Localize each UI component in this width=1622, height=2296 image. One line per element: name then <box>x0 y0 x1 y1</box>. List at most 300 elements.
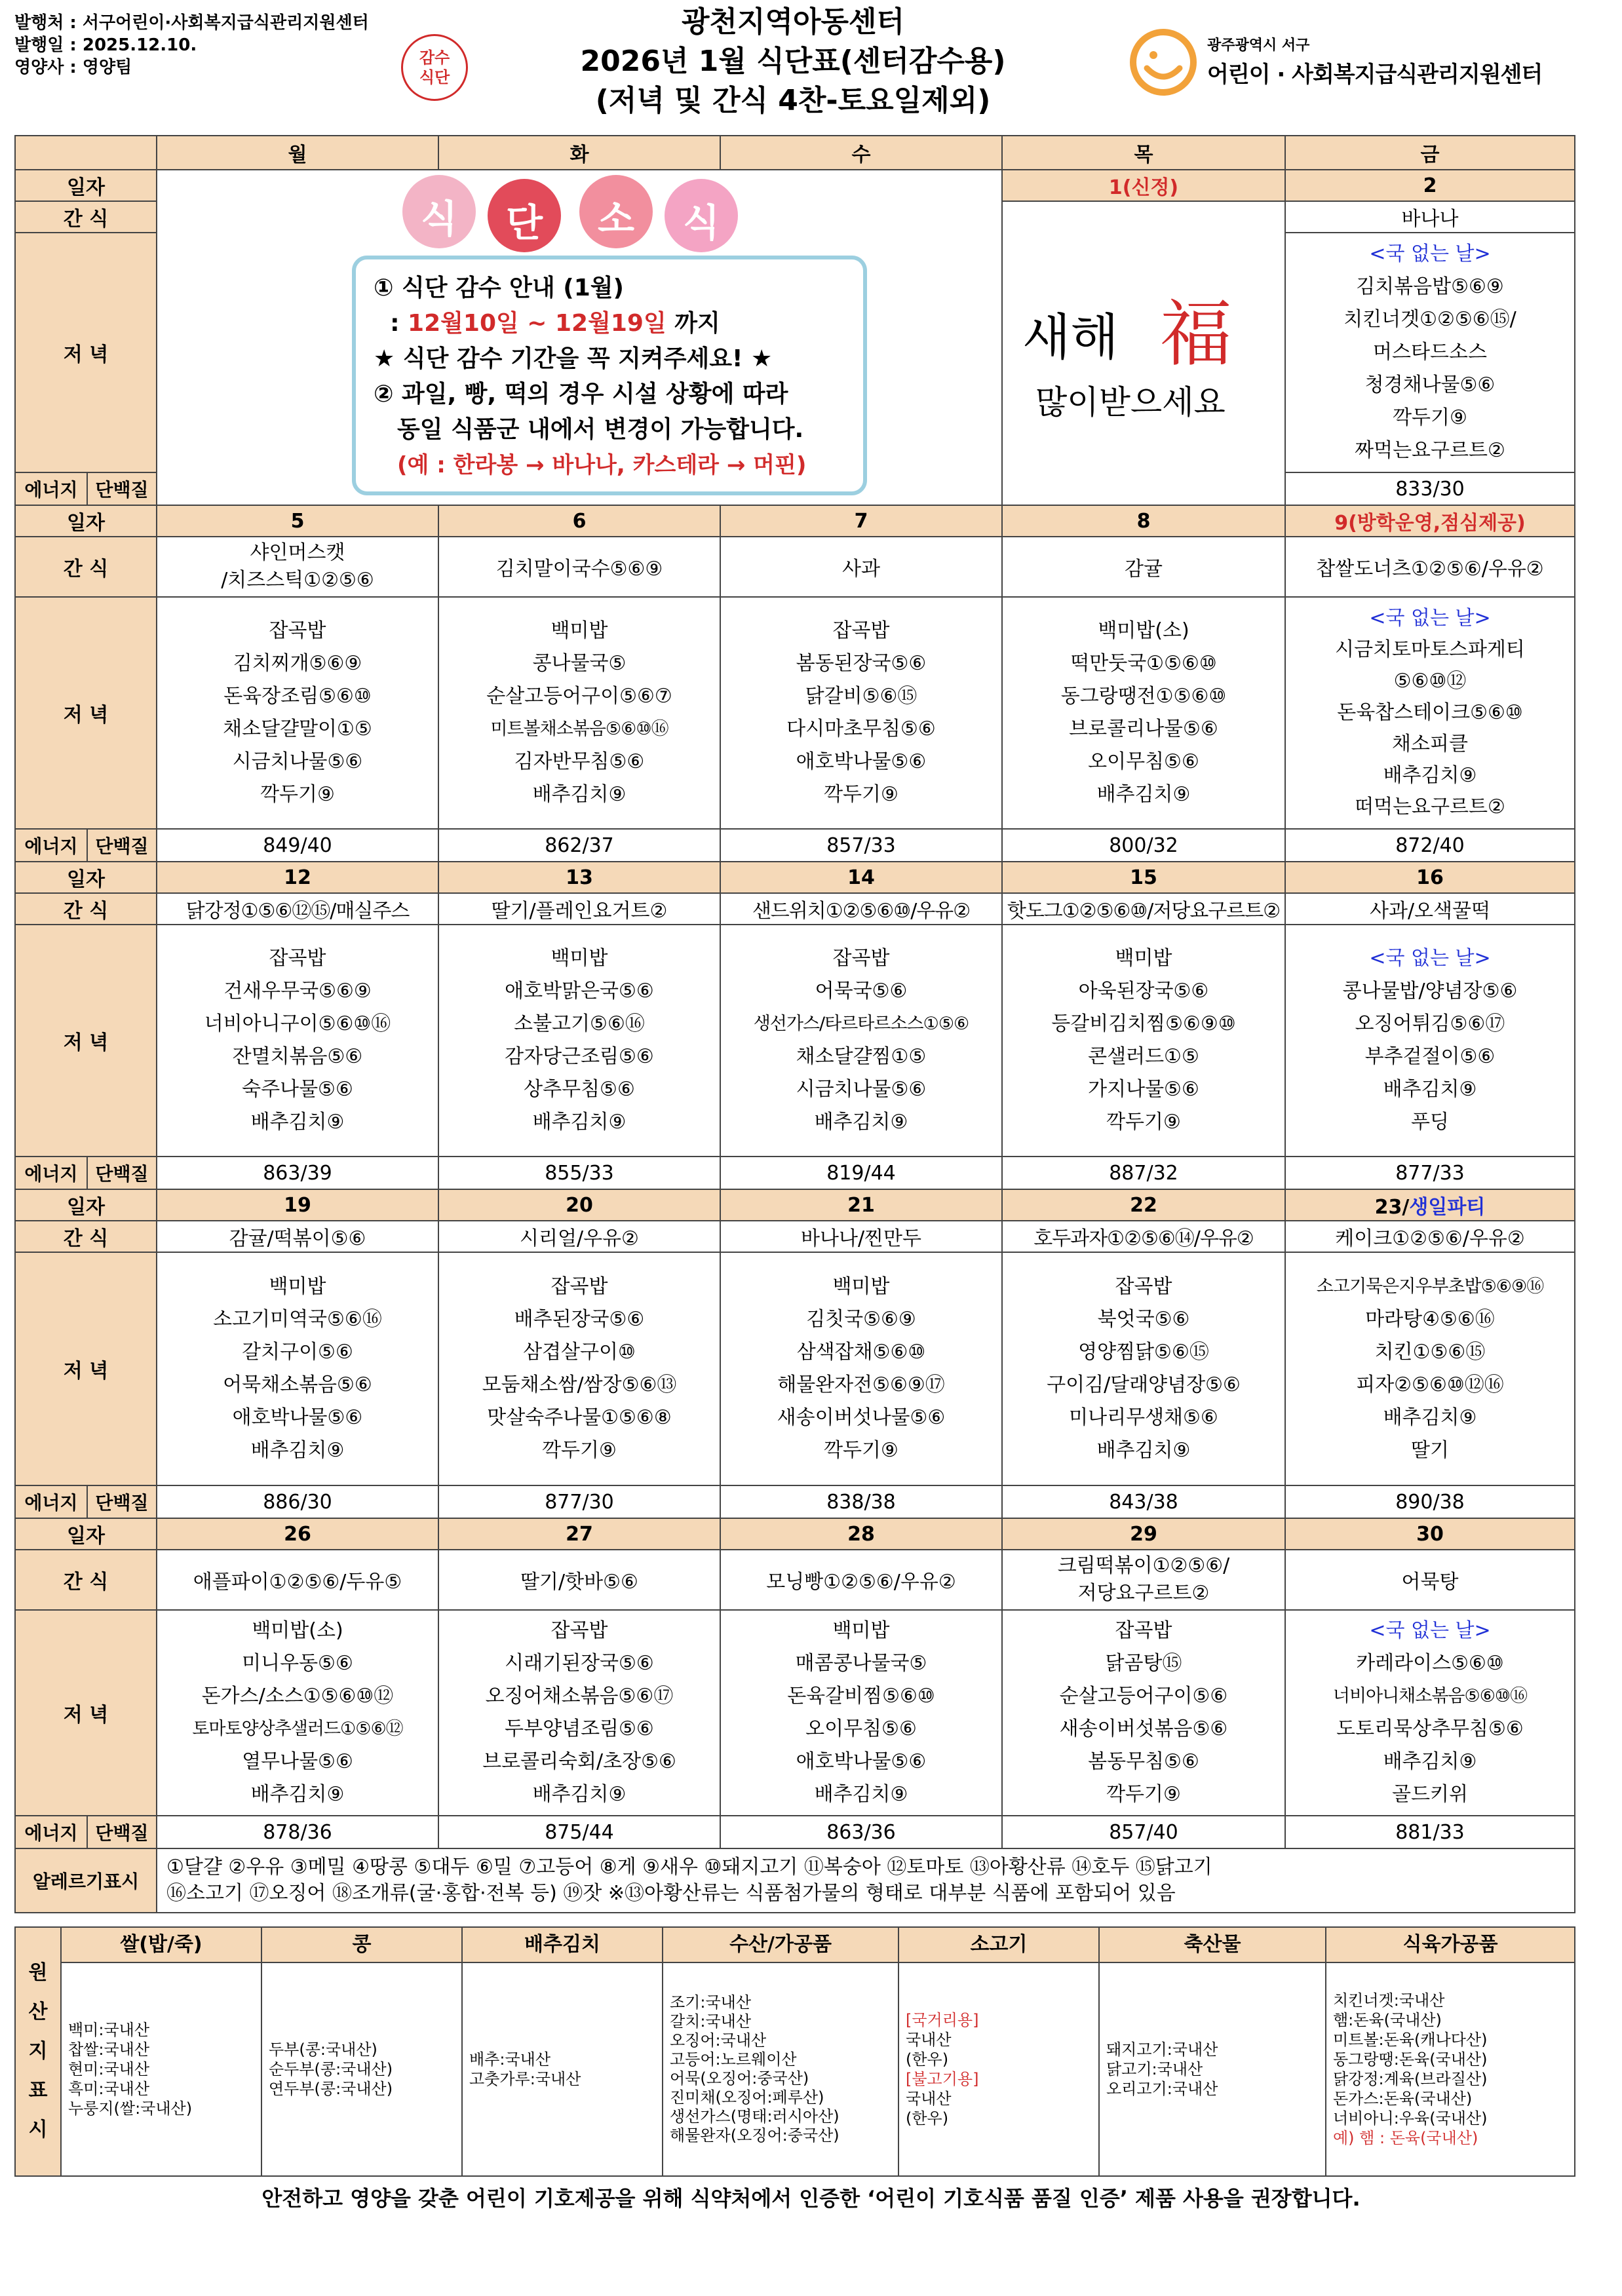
dish: 소불고기⑤⑥⑯ <box>514 1012 645 1035</box>
dish: 깍두기⑨ <box>260 783 335 806</box>
dinner-cell <box>157 597 438 829</box>
energy-cell: 862/37 <box>438 829 720 862</box>
dish: 구이김/달래양념장⑤⑥ <box>1047 1373 1241 1396</box>
dish: 미트볼채소볶음⑤⑥⑩⑯ <box>490 719 668 739</box>
dish: 배추김치⑨ <box>250 1783 345 1806</box>
snack-cell: 샌드위치①②⑤⑥⑩/우유② <box>720 893 1002 925</box>
day-tue: 화 <box>438 136 720 170</box>
dinner-cell <box>1285 1610 1575 1816</box>
snack-label: 간 식 <box>15 1221 157 1252</box>
origin-item: 오징어:국내산 <box>670 2031 767 2050</box>
dish: 미니우동⑤⑥ <box>242 1652 353 1675</box>
dish: 브로콜리나물⑤⑥ <box>1069 718 1218 740</box>
dish: 브로콜리숙회/초장⑤⑥ <box>482 1750 676 1773</box>
energy-cell: 886/30 <box>157 1485 438 1518</box>
date-number: 23/ <box>1374 1196 1410 1219</box>
dinner-label: 저 녁 <box>15 1252 157 1485</box>
dish: 시래기된장국⑤⑥ <box>505 1652 654 1675</box>
dish: 다시마초무침⑤⑥ <box>786 718 936 740</box>
origin-item: 치킨너겟:국내산 <box>1333 1991 1445 2010</box>
dinner-cell <box>720 1252 1002 1485</box>
dinner-cell <box>720 1610 1002 1816</box>
dinner-cell <box>157 1252 438 1485</box>
dish: 애호박나물⑤⑥ <box>796 750 927 773</box>
protein-label: 단백질 <box>87 1157 157 1189</box>
origin-col-bean: 콩 <box>261 1927 462 1962</box>
origin-bean <box>261 1962 462 2176</box>
dish: 오이무침⑤⑥ <box>1088 750 1199 773</box>
date-cell: 28 <box>720 1518 1002 1550</box>
origin-item: 백미:국내산 <box>68 2021 150 2039</box>
week4-date-row <box>15 1189 1575 1221</box>
dish: 깍두기⑨ <box>1106 1111 1181 1134</box>
origin-rice <box>61 1962 261 2176</box>
publish-date: 발행일 : 2025.12.10. <box>14 35 197 55</box>
document-title <box>498 3 1088 121</box>
dish: 잡곡밥 <box>832 947 890 970</box>
origin-col-rice: 쌀(밥/죽) <box>61 1927 261 1962</box>
dish: 백미밥 <box>1115 947 1172 970</box>
dish: 백미밥 <box>832 1275 890 1298</box>
date-cell: 7 <box>720 505 1002 537</box>
origin-item: 닭강정:계육(브라질산) <box>1333 2070 1488 2088</box>
dish: 떠먹는요구르트② <box>1355 795 1505 818</box>
date-cell: 12 <box>157 862 438 893</box>
energy-cell: 838/38 <box>720 1485 1002 1518</box>
energy-cell: 857/40 <box>1002 1816 1285 1848</box>
dish: 닭곰탕⑮ <box>1105 1652 1182 1675</box>
energy-cell: 887/32 <box>1002 1157 1285 1189</box>
origin-item: 동그랑땡:돈육(국내산) <box>1333 2050 1488 2069</box>
weekday-header <box>15 136 1575 170</box>
energy-cell: 881/33 <box>1285 1816 1575 1848</box>
date-cell: 8 <box>1002 505 1285 537</box>
week1-fri-snack: 바나나 <box>1285 201 1575 233</box>
dinner-label: 저 녁 <box>15 925 157 1157</box>
dish: 떡만둣국①⑤⑥⑩ <box>1070 652 1217 675</box>
dish: 숙주나물⑤⑥ <box>242 1078 353 1101</box>
origin-item: 국내산 <box>906 2090 952 2108</box>
dish: 미나리무생채⑤⑥ <box>1069 1406 1218 1429</box>
week3-date-row <box>15 862 1575 893</box>
dish: 갈치구이⑤⑥ <box>242 1341 353 1364</box>
week3-energy-row <box>15 1157 1575 1189</box>
dish: 새송이버섯나물⑤⑥ <box>777 1406 946 1429</box>
dish: 돈육갈비찜⑤⑥⑩ <box>787 1685 935 1708</box>
date-cell: 27 <box>438 1518 720 1550</box>
day-wed: 수 <box>720 136 1002 170</box>
no-soup-day: <국 없는 날> <box>1369 1619 1491 1642</box>
dish: 푸딩 <box>1411 1111 1449 1134</box>
dish: 백미밥 <box>550 947 608 970</box>
dinner-cell <box>720 597 1002 829</box>
notice-line-1: ① 식단 감수 안내 (1월) <box>374 275 625 301</box>
dish: 부추겉절이⑤⑥ <box>1364 1045 1496 1068</box>
origin-col-livestock: 축산물 <box>1099 1927 1326 1962</box>
notice-line-5: 동일 식품군 내에서 변경이 가능합니다. <box>397 416 804 443</box>
week5-dinner-row <box>15 1610 1575 1816</box>
snack-text: 사과 <box>842 558 880 581</box>
dish: 아욱된장국⑤⑥ <box>1078 980 1209 1003</box>
snack-cell: 바나나/찐만두 <box>720 1221 1002 1252</box>
dish: 삼겹살구이⑩ <box>523 1341 636 1364</box>
dish: 오이무침⑤⑥ <box>805 1717 917 1740</box>
dish: 잡곡밥 <box>550 1275 608 1298</box>
protein-label: 단백질 <box>87 1485 157 1518</box>
dish: 채소달걀찜①⑤ <box>796 1045 927 1068</box>
dish: 채소달걀말이①⑤ <box>223 718 372 740</box>
dinner-cell <box>438 1610 720 1816</box>
dinner-cell <box>1002 1610 1285 1816</box>
dinner-cell <box>720 925 1002 1157</box>
dish: 가지나물⑤⑥ <box>1088 1078 1199 1101</box>
energy-cell: 863/39 <box>157 1157 438 1189</box>
date-label: 일자 <box>15 170 157 201</box>
dish: 등갈비김치찜⑤⑥⑨⑩ <box>1051 1012 1236 1035</box>
dish: 건새우무국⑤⑥⑨ <box>223 980 372 1003</box>
origin-label-char: 시 <box>28 2118 48 2141</box>
dish: 배추김치⑨ <box>1383 764 1477 787</box>
dinner-cell <box>1002 925 1285 1157</box>
dish: 상추무침⑤⑥ <box>524 1078 635 1101</box>
dish: 치킨너겟①②⑤⑥⑮/ <box>1343 308 1516 331</box>
dish: 치킨①⑤⑥⑮ <box>1374 1341 1486 1364</box>
dish: 소고기묵은지우부초밥⑤⑥⑨⑯ <box>1316 1276 1544 1297</box>
origin-beef <box>898 1962 1099 2176</box>
date-cell: 5 <box>157 505 438 537</box>
snack-cell: 사과/오색꿀떡 <box>1285 893 1575 925</box>
stamp-line-1: 감수 <box>419 48 450 67</box>
dish: 봄동무침⑤⑥ <box>1088 1750 1199 1773</box>
origin-label-char: 원 <box>28 1961 48 1984</box>
dish: 머스타드소스 <box>1373 341 1487 364</box>
snack-label: 간 식 <box>15 201 157 233</box>
dish: 너비아니채소볶음⑤⑥⑩⑯ <box>1332 1686 1528 1706</box>
origin-item: 생선가스(명태:러시아산) <box>670 2107 840 2126</box>
dish: 콘샐러드①⑤ <box>1088 1045 1199 1068</box>
snack-label: 간 식 <box>15 537 157 597</box>
origin-item: 현미:국내산 <box>68 2060 150 2078</box>
origin-col-beef: 소고기 <box>898 1927 1099 1962</box>
dinner-cell <box>157 925 438 1157</box>
energy-cell: 855/33 <box>438 1157 720 1189</box>
day-mon: 월 <box>157 136 438 170</box>
dish: 배추김치⑨ <box>814 1783 908 1806</box>
menu-table <box>14 135 1575 1913</box>
origin-beef-soup-head: [국거리용] <box>906 2011 979 2029</box>
notice-colon: : <box>390 310 408 337</box>
date-cell: 29 <box>1002 1518 1285 1550</box>
dish: 매콤콩나물국⑤ <box>795 1652 927 1675</box>
dinner-cell <box>1002 597 1285 829</box>
dinner-cell <box>438 925 720 1157</box>
origin-livestock <box>1099 1962 1326 2176</box>
dish: 짜먹는요구르트② <box>1355 439 1505 462</box>
origin-item: 누룽지(쌀:국내산) <box>68 2099 193 2118</box>
snack-text: 김치말이국수⑤⑥⑨ <box>495 558 663 581</box>
dish: 김치찌개⑤⑥⑨ <box>233 652 362 675</box>
protein-label: 단백질 <box>87 1816 157 1848</box>
dish: 순살고등어구이⑤⑥ <box>1059 1685 1228 1708</box>
snack-cell <box>438 1550 720 1610</box>
dish: 마라탕④⑤⑥⑯ <box>1365 1308 1495 1331</box>
dinner-label: 저 녁 <box>15 1610 157 1816</box>
origin-item: 흑미:국내산 <box>68 2080 150 2098</box>
dish: 깍두기⑨ <box>824 1439 898 1462</box>
newyear-greeting <box>1002 201 1285 505</box>
publisher-text: 발행처 : 서구어린이·사회복지급식관리지원센터 <box>14 13 369 33</box>
date-cell: 26 <box>157 1518 438 1550</box>
origin-item: 찹쌀:국내산 <box>68 2040 150 2059</box>
dish: 깍두기⑨ <box>824 783 898 806</box>
dish: 백미밥 <box>550 619 608 642</box>
birthday-party: 생일파티 <box>1409 1196 1486 1219</box>
allergy-label: 알레르기표시 <box>15 1848 157 1913</box>
week3-dinner-row <box>15 925 1575 1157</box>
date-label: 일자 <box>15 862 157 893</box>
origin-seafood <box>663 1962 898 2176</box>
dish: 삼색잡채⑤⑥⑩ <box>796 1341 926 1364</box>
notice-title-3: 소 <box>598 197 635 241</box>
dish: 김칫국⑤⑥⑨ <box>806 1308 916 1331</box>
date-cell-birthday <box>1285 1189 1575 1221</box>
dish: 잡곡밥 <box>832 619 890 642</box>
energy-cell: 877/33 <box>1285 1157 1575 1189</box>
notice-line-3: ★ 식단 감수 기간을 꼭 지켜주세요! ★ <box>374 345 773 372</box>
snack-cell <box>1002 537 1285 597</box>
dish: 애호박나물⑤⑥ <box>796 1750 927 1773</box>
snack-text: 모닝빵①②⑤⑥/우유② <box>766 1571 956 1594</box>
dish: 배추김치⑨ <box>250 1111 345 1134</box>
notice-poster <box>157 170 1002 505</box>
snack-cell: 닭강정①⑤⑥⑫⑮/매실주스 <box>157 893 438 925</box>
dish: 딸기 <box>1411 1439 1449 1462</box>
dish: 도토리묵상추무침⑤⑥ <box>1336 1717 1524 1740</box>
dinner-cell <box>157 1610 438 1816</box>
snack-text: 저당요구르트② <box>1077 1582 1210 1605</box>
dish: 생선가스/타르타르소스①⑤⑥ <box>753 1014 969 1034</box>
dinner-cell <box>1285 597 1575 829</box>
dish: 김치볶음밥⑤⑥⑨ <box>1356 275 1504 298</box>
week5-energy-row <box>15 1816 1575 1848</box>
origin-item: (한우) <box>906 2050 949 2069</box>
snack-text: 찹쌀도너츠①②⑤⑥/우유② <box>1316 558 1544 581</box>
dish: 채소피클 <box>1392 733 1468 756</box>
dish: 잔멸치볶음⑤⑥ <box>232 1045 363 1068</box>
origin-example: 예) 햄 : 돈육(국내산) <box>1333 2129 1478 2147</box>
dish: 돈가스/소스①⑤⑥⑩⑫ <box>201 1685 394 1708</box>
dish: 잡곡밥 <box>1115 1619 1172 1642</box>
dish: 잡곡밥 <box>1115 1275 1172 1298</box>
origin-item: 미트볼:돈육(캐나다산) <box>1333 2031 1488 2049</box>
origin-processed <box>1326 1962 1575 2176</box>
dish: 백미밥(소) <box>1098 619 1189 642</box>
snack-cell <box>1285 1550 1575 1610</box>
origin-item: 순두부(콩:국내산) <box>269 2060 393 2078</box>
origin-item: 어묵(오징어:중국산) <box>670 2069 809 2088</box>
snack-cell <box>720 537 1002 597</box>
energy-cell: 857/33 <box>720 829 1002 862</box>
smile-logo-icon <box>1127 26 1199 98</box>
date-cell: 20 <box>438 1189 720 1221</box>
dish: 어묵채소볶음⑤⑥ <box>223 1373 372 1396</box>
origin-item: 고춧가루:국내산 <box>469 2070 581 2088</box>
dish: 배추김치⑨ <box>1383 1078 1477 1101</box>
week1-thu-date: 1(신정) <box>1002 170 1285 201</box>
origin-item: 너비아니:우육(국내산) <box>1333 2109 1488 2128</box>
week3-snack-row <box>15 893 1575 925</box>
notice-title-1: 식 <box>421 197 458 241</box>
dinner-cell <box>438 597 720 829</box>
dish: 맛살숙주나물①⑤⑥⑧ <box>487 1406 672 1429</box>
dish: 두부양념조림⑤⑥ <box>505 1717 654 1740</box>
date-cell: 22 <box>1002 1189 1285 1221</box>
origin-item: 햄:돈육(국내산) <box>1333 2011 1442 2029</box>
snack-label: 간 식 <box>15 1550 157 1610</box>
snack-cell: 감귤/떡볶이⑤⑥ <box>157 1221 438 1252</box>
week5-snack-row <box>15 1550 1575 1610</box>
dinner-label: 저 녁 <box>15 597 157 829</box>
notice-period: 12월10일 ~ 12월19일 <box>408 310 666 337</box>
origin-item: 닭고기:국내산 <box>1106 2060 1203 2078</box>
dish: 모둠채소쌈/쌈장⑤⑥⑬ <box>482 1373 677 1396</box>
week1-date-row <box>15 170 1575 201</box>
week1-fri-energy: 833/30 <box>1285 472 1575 505</box>
allergy-line-2: ⑯소고기 ⑰오징어 ⑱조개류(굴·홍합·전복 등) ⑲잣 ※⑬아황산류는 식품첨가물의 형태로 대부분 식품에 포함되어 있음 <box>166 1882 1176 1905</box>
dish: 시금치토마토스파게티 <box>1335 638 1525 661</box>
origin-item: 갈치:국내산 <box>670 2012 752 2031</box>
dish: 배추김치⑨ <box>1383 1406 1477 1429</box>
snack-cell: 호두과자①②⑤⑥⑭/우유② <box>1002 1221 1285 1252</box>
logo-sub: 광주광역시 서구 <box>1207 37 1310 54</box>
snack-text: /치즈스틱①②⑤⑥ <box>221 569 374 592</box>
dish: ⑤⑥⑩⑫ <box>1393 670 1467 693</box>
week1-fri-dinner <box>1285 233 1575 472</box>
week2-dinner-row <box>15 597 1575 829</box>
dish: 배추김치⑨ <box>814 1111 908 1134</box>
dish: 깍두기⑨ <box>542 1439 617 1462</box>
dish: 콩나물국⑤ <box>532 652 627 675</box>
origin-col-seafood: 수산/가공품 <box>663 1927 898 1962</box>
origin-label-char: 산 <box>28 2000 48 2023</box>
dish: 돈육장조림⑤⑥⑩ <box>223 685 372 708</box>
date-cell: 30 <box>1285 1518 1575 1550</box>
origin-label <box>15 1927 61 2176</box>
snack-cell: 딸기/플레인요거트② <box>438 893 720 925</box>
origin-item: 국내산 <box>906 2031 952 2049</box>
dinner-cell <box>1002 1252 1285 1485</box>
dish: 청경채나물⑤⑥ <box>1364 373 1496 396</box>
energy-label: 에너지 <box>15 1157 87 1189</box>
snack-text: 애플파이①②⑤⑥/두유⑤ <box>193 1571 402 1594</box>
date-cell: 6 <box>438 505 720 537</box>
week4-snack-row <box>15 1221 1575 1252</box>
protein-label: 단백질 <box>87 829 157 862</box>
dish: 북엇국⑤⑥ <box>1097 1308 1190 1331</box>
no-soup-day: <국 없는 날> <box>1369 242 1491 265</box>
stamp-line-2: 식단 <box>419 68 450 86</box>
publication-meta <box>14 12 369 79</box>
notice-title-2: 단 <box>506 201 543 245</box>
snack-text: 샤인머스캣 <box>250 541 345 564</box>
review-stamp <box>401 34 468 101</box>
logo-main: 어린이 · 사회복지급식관리지원센터 <box>1207 62 1543 88</box>
origin-table <box>14 1926 1575 2177</box>
newyear-text-2: 많이받으세요 <box>1035 383 1226 421</box>
dish: 애호박나물⑤⑥ <box>232 1406 363 1429</box>
origin-item: 고등어:노르웨이산 <box>670 2050 797 2069</box>
snack-cell <box>720 1550 1002 1610</box>
allergy-line-1: ①달걀 ②우유 ③메밀 ④땅콩 ⑤대두 ⑥밀 ⑦고등어 ⑧게 ⑨새우 ⑩돼지고기 ⑪복숭아 ⑫토마토 ⑬아황산류 ⑭호두 ⑮닭고기 <box>166 1856 1212 1879</box>
energy-cell: 843/38 <box>1002 1485 1285 1518</box>
origin-item: 배추:국내산 <box>469 2050 551 2069</box>
energy-label: 에너지 <box>15 1485 87 1518</box>
origin-item: (한우) <box>906 2109 949 2128</box>
origin-item: 돈가스:돈육(국내산) <box>1333 2090 1473 2108</box>
dish: 애호박맑은국⑤⑥ <box>505 980 654 1003</box>
day-fri: 금 <box>1285 136 1575 170</box>
origin-col-processed: 식육가공품 <box>1326 1927 1575 1962</box>
date-cell: 21 <box>720 1189 1002 1221</box>
origin-col-kimchi: 배추김치 <box>462 1927 663 1962</box>
date-cell: 19 <box>157 1189 438 1221</box>
dish: 배추김치⑨ <box>532 783 627 806</box>
notice-title-4: 식 <box>683 201 720 245</box>
dinner-label: 저 녁 <box>15 233 157 472</box>
energy-cell: 819/44 <box>720 1157 1002 1189</box>
week4-dinner-row <box>15 1252 1575 1485</box>
dish: 깍두기⑨ <box>1106 1783 1181 1806</box>
origin-item: 두부(콩:국내산) <box>269 2040 377 2059</box>
dish: 피자②⑤⑥⑩⑫⑯ <box>1356 1373 1504 1396</box>
dish: 봄동된장국⑤⑥ <box>796 652 927 675</box>
dish: 배추김치⑨ <box>532 1783 627 1806</box>
snack-cell <box>157 537 438 597</box>
energy-cell: 875/44 <box>438 1816 720 1848</box>
dish: 배추김치⑨ <box>1096 1439 1191 1462</box>
energy-cell: 849/40 <box>157 829 438 862</box>
origin-item: 돼지고기:국내산 <box>1106 2040 1218 2059</box>
week2-energy-row <box>15 829 1575 862</box>
dish: 닭갈비⑤⑥⑮ <box>805 685 917 708</box>
snack-cell: 케이크①②⑤⑥/우유② <box>1285 1221 1575 1252</box>
dinner-cell <box>1285 925 1575 1157</box>
no-soup-day: <국 없는 날> <box>1369 947 1491 970</box>
notice-until: 까지 <box>666 310 720 337</box>
dish: 영양찜닭⑤⑥⑮ <box>1078 1341 1209 1364</box>
snack-text: 크림떡볶이①②⑤⑥/ <box>1057 1554 1230 1577</box>
fortune-glyph: 福 <box>1160 292 1232 376</box>
dish: 오징어채소볶음⑤⑥⑰ <box>485 1685 674 1708</box>
dish: 시금치나물⑤⑥ <box>232 750 363 773</box>
origin-item: 해물완자(오징어:중국산) <box>670 2126 840 2145</box>
origin-label-char: 표 <box>28 2079 48 2102</box>
title-menu: 2026년 1월 식단표(센터감수용) <box>580 45 1006 78</box>
dish: 동그랑땡전①⑤⑥⑩ <box>1060 685 1227 708</box>
protein-label: 단백질 <box>87 472 157 505</box>
title-note: (저녁 및 간식 4찬-토요일제외) <box>595 84 991 117</box>
origin-item: 연두부(콩:국내산) <box>269 2080 393 2098</box>
energy-cell: 878/36 <box>157 1816 438 1848</box>
day-thu: 목 <box>1002 136 1285 170</box>
energy-label: 에너지 <box>15 472 87 505</box>
dish: 배추김치⑨ <box>1096 783 1191 806</box>
date-cell: 15 <box>1002 862 1285 893</box>
week2-snack-row <box>15 537 1575 597</box>
dish: 배추된장국⑤⑥ <box>514 1308 645 1331</box>
energy-label: 에너지 <box>15 1816 87 1848</box>
dish: 백미밥(소) <box>252 1619 343 1642</box>
